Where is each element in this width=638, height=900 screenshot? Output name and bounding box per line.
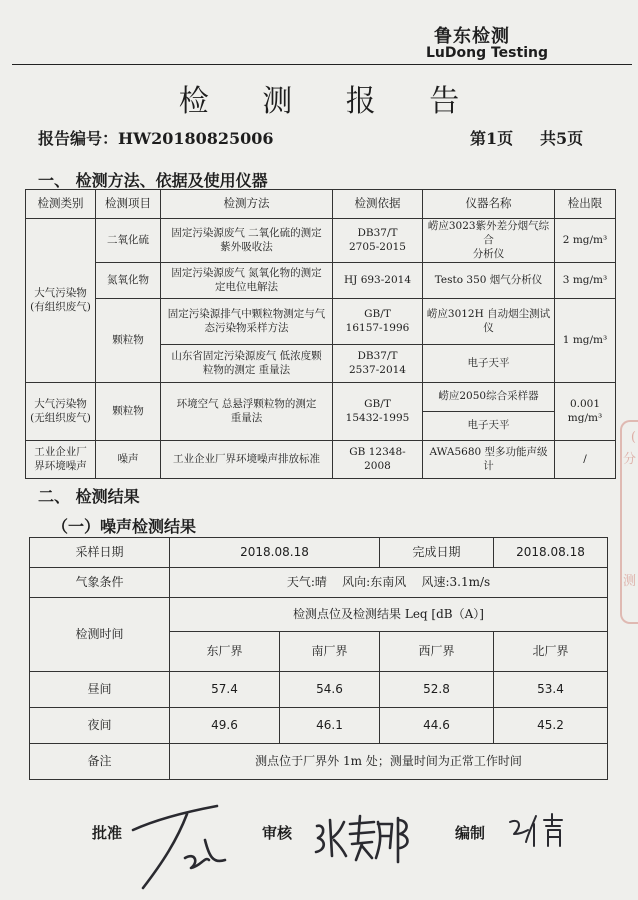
limit-cell: 3 mg/m³	[555, 262, 616, 298]
time-label: 检测时间	[30, 598, 170, 672]
limit-cell: 1 mg/m³	[555, 298, 616, 382]
item-cell: 颗粒物	[96, 298, 161, 382]
night-value: 44.6	[380, 708, 494, 744]
sampling-date-value: 2018.08.18	[170, 538, 380, 568]
method-cell: 工业企业厂界环境噪声排放标准	[161, 440, 333, 478]
stamp-char: 测	[622, 574, 636, 589]
section1-title: 一、 检测方法、依据及使用仪器	[38, 171, 268, 190]
sampling-date-label: 采样日期	[30, 538, 170, 568]
finish-date-value: 2018.08.18	[494, 538, 608, 568]
section2-title: 二、 检测结果	[38, 487, 140, 506]
col-header: 检出限	[555, 190, 616, 219]
report-number: 报告编号：HW20180825006	[38, 129, 274, 148]
section2-subtitle: （一）噪声检测结果	[52, 517, 197, 536]
night-value: 49.6	[170, 708, 280, 744]
col-header: 检测方法	[161, 190, 333, 219]
table-row	[30, 568, 608, 598]
item-cell: 颗粒物	[96, 382, 161, 440]
instrument-cell: 电子天平	[423, 411, 555, 440]
limit-cell: /	[555, 440, 616, 478]
approver-signature	[125, 800, 235, 895]
company-name-cn: 鲁东检测	[434, 26, 510, 47]
method-cell: 固定污染源排气中颗粒物测定与气 态污染物采样方法	[161, 298, 333, 344]
instrument-cell: Testo 350 烟气分析仪	[423, 262, 555, 298]
table-row	[26, 382, 616, 411]
document-title: 检 测 报 告	[178, 84, 482, 119]
noise-results-table	[29, 537, 608, 780]
category-cell: 工业企业厂 界环境噪声	[26, 440, 96, 478]
limit-cell: 0.001 mg/m³	[555, 382, 616, 440]
stamp-char: (	[630, 430, 636, 445]
table-row	[26, 298, 616, 344]
basis-cell: GB 12348-2008	[333, 440, 423, 478]
day-value: 54.6	[280, 672, 380, 708]
company-name-en: LuDong Testing	[426, 45, 548, 61]
remark-value: 测点位于厂界外 1m 处；测量时间为正常工作时间	[170, 744, 608, 780]
method-cell: 固定污染源废气 二氧化硫的测定 紫外吸收法	[161, 219, 333, 263]
total-pages: 共5页	[540, 129, 584, 148]
weather-value: 天气:晴 风向:东南风 风速:3.1m/s	[170, 568, 608, 598]
reviewer-signature	[312, 812, 417, 870]
remark-label: 备注	[30, 744, 170, 780]
finish-date-label: 完成日期	[380, 538, 494, 568]
category-cell: 大气污染物 (有组织废气)	[26, 219, 96, 383]
item-cell: 氮氧化物	[96, 262, 161, 298]
table-row	[26, 440, 616, 478]
night-label: 夜间	[30, 708, 170, 744]
basis-cell: DB37/T 2705-2015	[333, 219, 423, 263]
night-value: 46.1	[280, 708, 380, 744]
col-header: 检测依据	[333, 190, 423, 219]
stamp-char: 分	[622, 452, 636, 467]
instrument-cell: 电子天平	[423, 344, 555, 382]
methods-table	[25, 189, 616, 479]
day-value: 52.8	[380, 672, 494, 708]
item-cell: 二氧化硫	[96, 219, 161, 263]
basis-cell: GB/T 15432-1995	[333, 382, 423, 440]
category-cell: 大气污染物 (无组织废气)	[26, 382, 96, 440]
item-cell: 噪声	[96, 440, 161, 478]
method-cell: 山东省固定污染源废气 低浓度颗 粒物的测定 重量法	[161, 344, 333, 382]
point-header: 南厂界	[280, 632, 380, 672]
col-header: 检测项目	[96, 190, 161, 219]
day-value: 53.4	[494, 672, 608, 708]
instrument-cell: 崂应3012H 自动烟尘测试仪	[423, 298, 555, 344]
instrument-cell: 崂应2050综合采样器	[423, 382, 555, 411]
instrument-cell: AWA5680 型多功能声级计	[423, 440, 555, 478]
page-number: 第1页	[470, 129, 514, 148]
table-row	[30, 672, 608, 708]
table-row	[30, 538, 608, 568]
limit-cell: 2 mg/m³	[555, 219, 616, 263]
night-value: 45.2	[494, 708, 608, 744]
weather-label: 气象条件	[30, 568, 170, 598]
day-label: 昼间	[30, 672, 170, 708]
compile-label: 编制	[455, 824, 486, 842]
instrument-cell: 崂应3023紫外差分烟气综合 分析仪	[423, 219, 555, 263]
review-label: 审核	[262, 824, 293, 842]
point-header: 西厂界	[380, 632, 494, 672]
header-divider	[12, 64, 632, 65]
method-cell: 环境空气 总悬浮颗粒物的测定 重量法	[161, 382, 333, 440]
basis-cell: GB/T 16157-1996	[333, 298, 423, 344]
point-header: 北厂界	[494, 632, 608, 672]
table-row	[30, 708, 608, 744]
table-header-row	[26, 190, 616, 219]
result-header: 检测点位及检测结果 Leq [dB（A）]	[170, 598, 608, 632]
day-value: 57.4	[170, 672, 280, 708]
point-header: 东厂界	[170, 632, 280, 672]
approve-label: 批准	[92, 824, 123, 842]
basis-cell: DB37/T 2537-2014	[333, 344, 423, 382]
table-row	[26, 219, 616, 263]
table-row	[30, 744, 608, 780]
table-row	[26, 262, 616, 298]
compiler-signature	[506, 812, 568, 850]
method-cell: 固定污染源废气 氮氧化物的测定 定电位电解法	[161, 262, 333, 298]
table-row	[30, 598, 608, 632]
col-header: 检测类别	[26, 190, 96, 219]
basis-cell: HJ 693-2014	[333, 262, 423, 298]
col-header: 仪器名称	[423, 190, 555, 219]
